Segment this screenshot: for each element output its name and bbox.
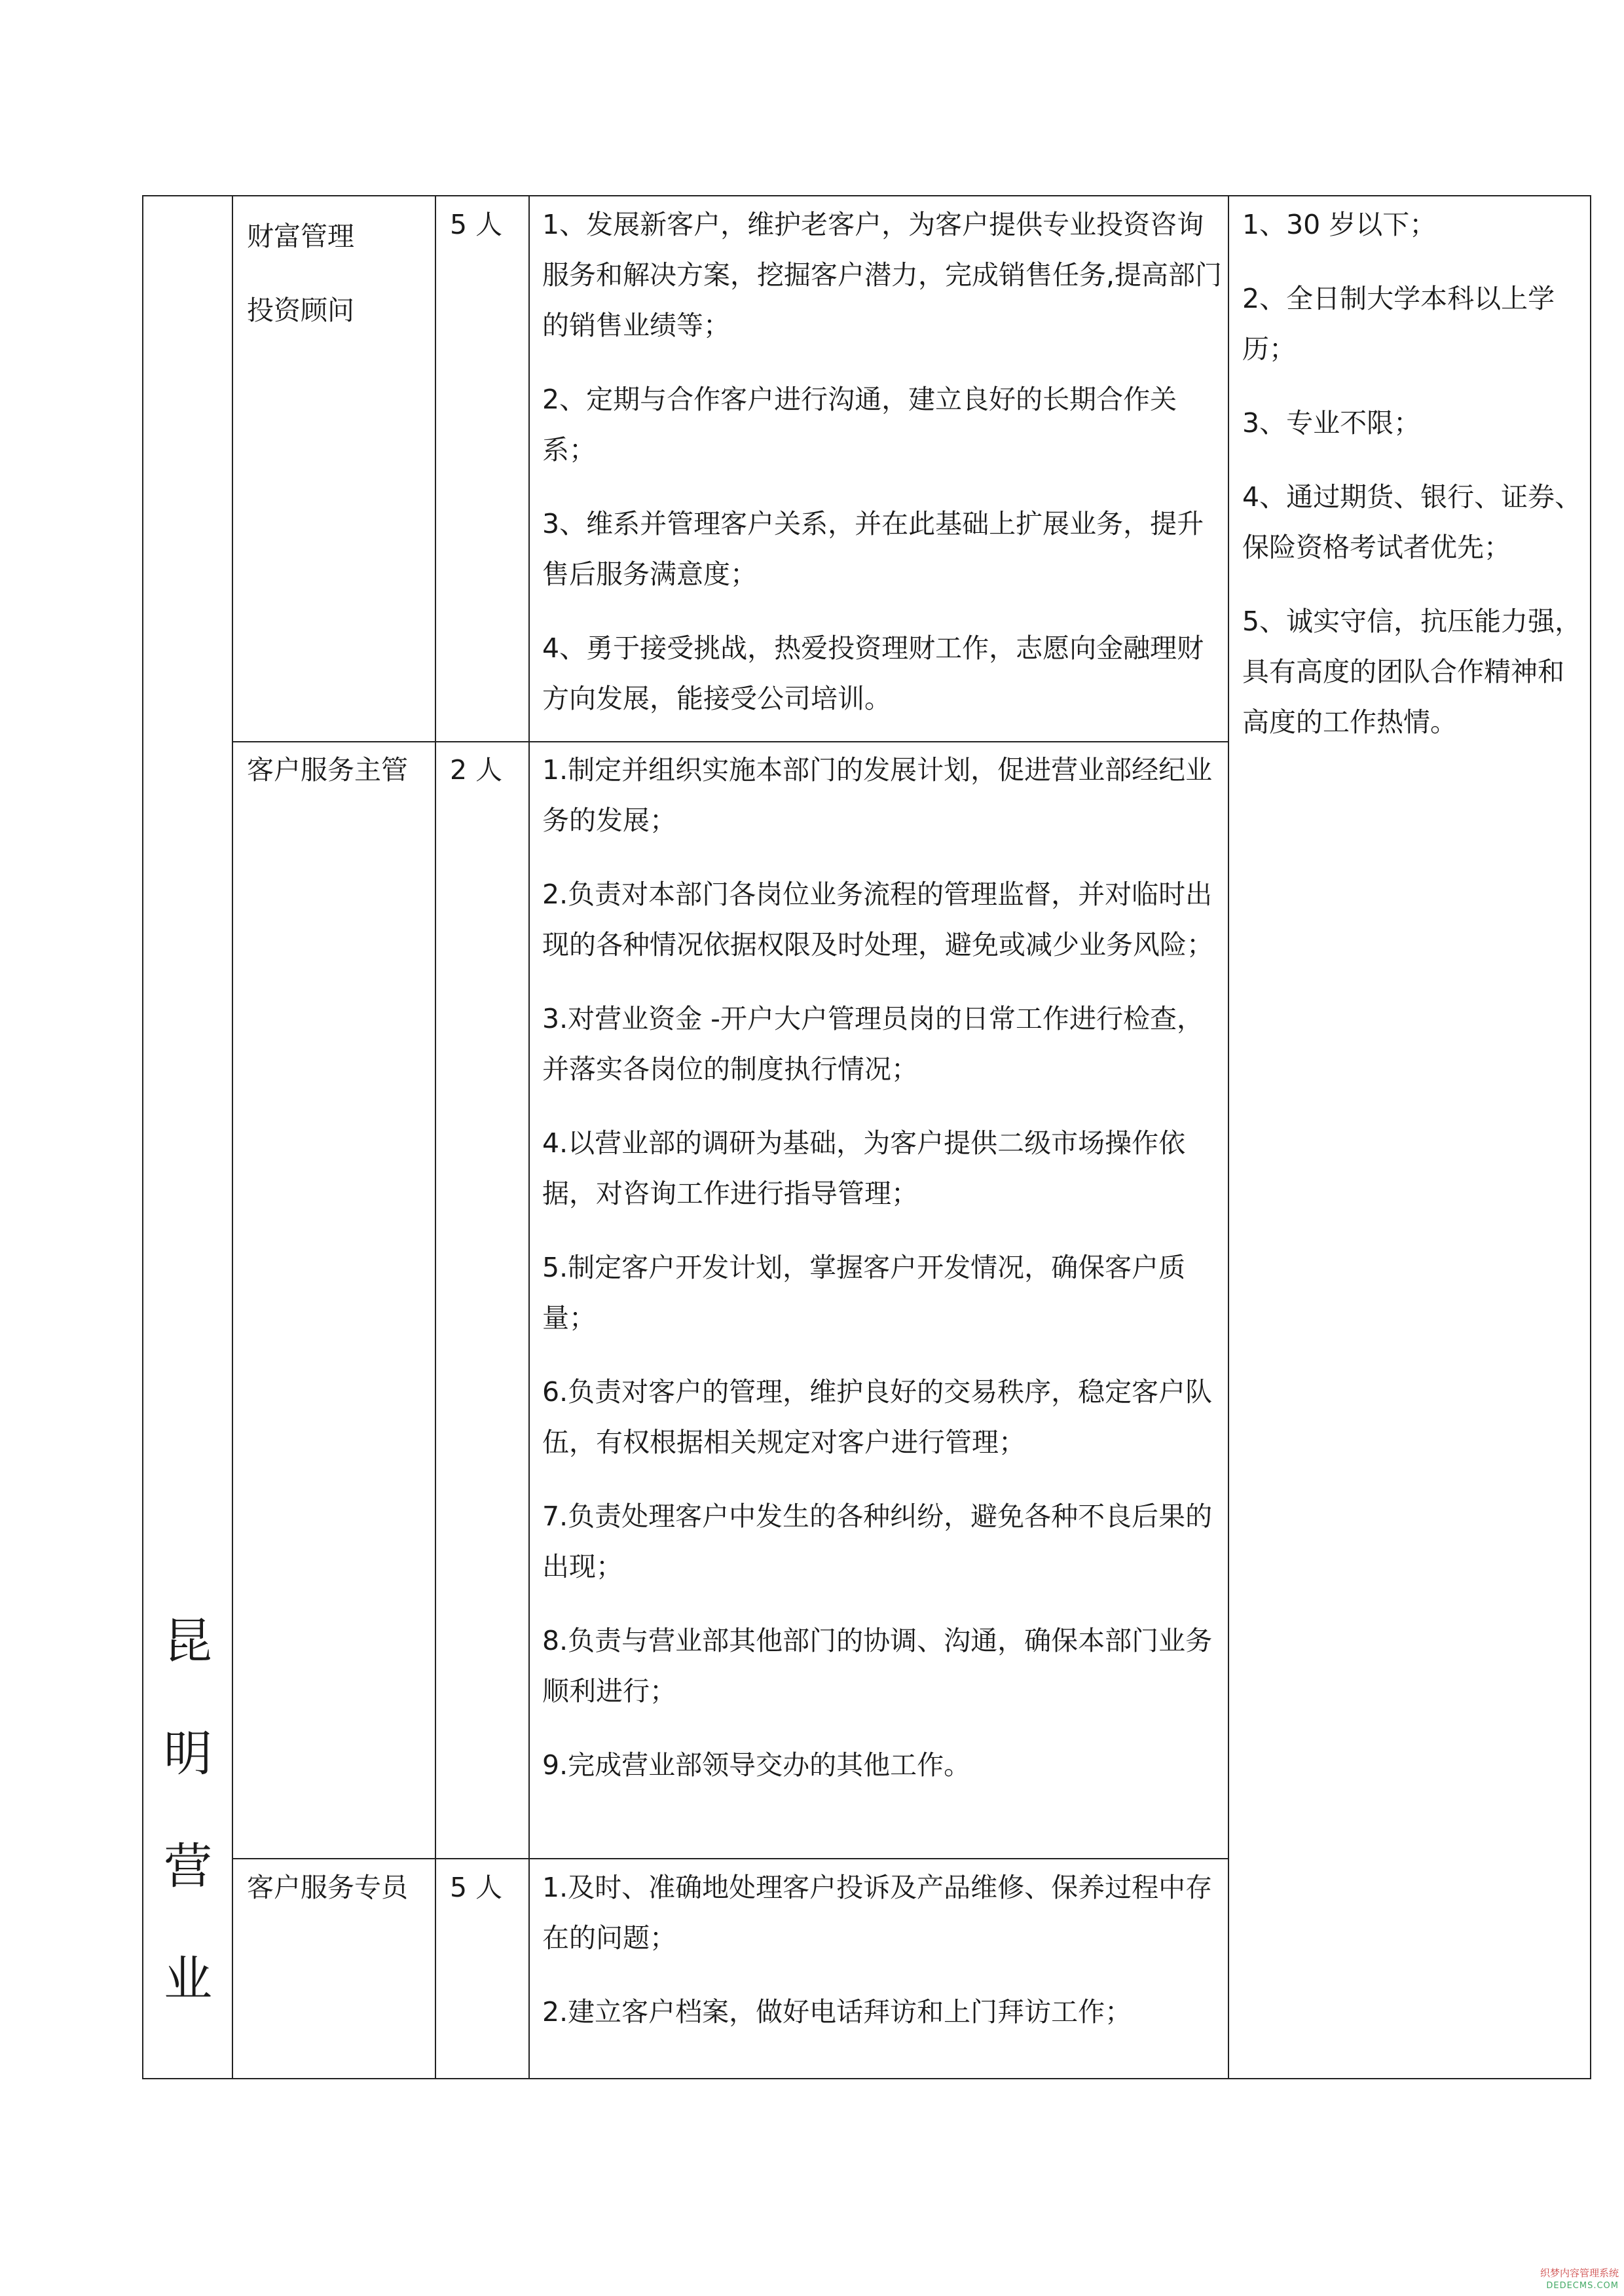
column-divider [1228, 196, 1229, 2078]
recruitment-table [142, 195, 1591, 2079]
column-divider [435, 196, 436, 2078]
duty-item: 2.负责对本部门各岗位业务流程的管理监督，并对临时出现的各种情况依据权限及时处理，避免或减少业务风险； [542, 879, 1213, 960]
job-duties [542, 1863, 1223, 2037]
duty-item: 2、定期与合作客户进行沟通，建立良好的长期合作关系； [542, 384, 1177, 465]
requirement-item: 1、30 岁以下； [1242, 209, 1437, 240]
requirement-item: 3、专业不限； [1242, 407, 1421, 439]
requirement-item: 4、通过期货、银行、证券、保险资格考试者优先； [1242, 481, 1582, 563]
watermark: 织梦内容管理系统 DEDECMS.COM [1540, 2267, 1619, 2291]
column-divider [232, 196, 233, 2078]
position-title: 财富管理 投资顾问 [247, 221, 354, 326]
position-title: 客户服务主管 [247, 754, 408, 786]
duty-item: 1、发展新客户，维护老客户，为客户提供专业投资咨询服务和解决方案，挖掘客户潜力，完成销售任务,提高部门的销售业绩等； [542, 209, 1223, 341]
duty-item: 3.对营业资金 -开户大户管理员岗的日常工作进行检查，并落实各岗位的制度执行情况； [542, 1003, 1204, 1085]
position-title: 客户服务专员 [247, 1872, 408, 1903]
duty-item: 5.制定客户开发计划，掌握客户开发情况，确保客户质量； [542, 1252, 1186, 1334]
job-duties [542, 200, 1223, 724]
duty-item: 2.建立客户档案，做好电话拜访和上门拜访工作； [542, 1996, 1132, 2028]
duty-item: 9.完成营业部领导交办的其他工作。 [542, 1749, 971, 1781]
headcount: 5 人 [450, 1872, 503, 1903]
requirement-item: 5、诚实守信，抗压能力强，具有高度的团队合作精神和高度的工作热情。 [1242, 606, 1582, 738]
department-name: 昆 明 营 业 [164, 1613, 212, 2007]
row-divider [232, 1858, 1228, 1859]
duty-item: 4、勇于接受挑战，热爱投资理财工作，志愿向金融理财方向发展，能接受公司培训。 [542, 632, 1204, 714]
row-divider [232, 741, 1228, 742]
requirement-item: 2、全日制大学本科以上学历； [1242, 283, 1555, 365]
duty-item: 1.及时、准确地处理客户投诉及产品维修、保养过程中存在的问题； [542, 1872, 1213, 1954]
duty-item: 6.负责对客户的管理，维护良好的交易秩序，稳定客户队伍，有权根据相关规定对客户进行管理； [542, 1376, 1213, 1458]
duty-item: 1.制定并组织实施本部门的发展计划，促进营业部经纪业务的发展； [542, 754, 1213, 836]
requirements [1242, 200, 1583, 748]
duty-item: 8.负责与营业部其他部门的协调、沟通，确保本部门业务顺利进行； [542, 1625, 1213, 1707]
duty-item: 3、维系并管理客户关系，并在此基础上扩展业务，提升售后服务满意度； [542, 508, 1204, 590]
headcount: 5 人 [450, 209, 503, 240]
duty-item: 4.以营业部的调研为基础，为客户提供二级市场操作依据，对咨询工作进行指导管理； [542, 1127, 1186, 1209]
duty-item: 7.负责处理客户中发生的各种纠纷，避免各种不良后果的出现； [542, 1501, 1213, 1582]
job-duties [542, 745, 1223, 1791]
headcount: 2 人 [450, 754, 503, 786]
column-divider [528, 196, 530, 2078]
